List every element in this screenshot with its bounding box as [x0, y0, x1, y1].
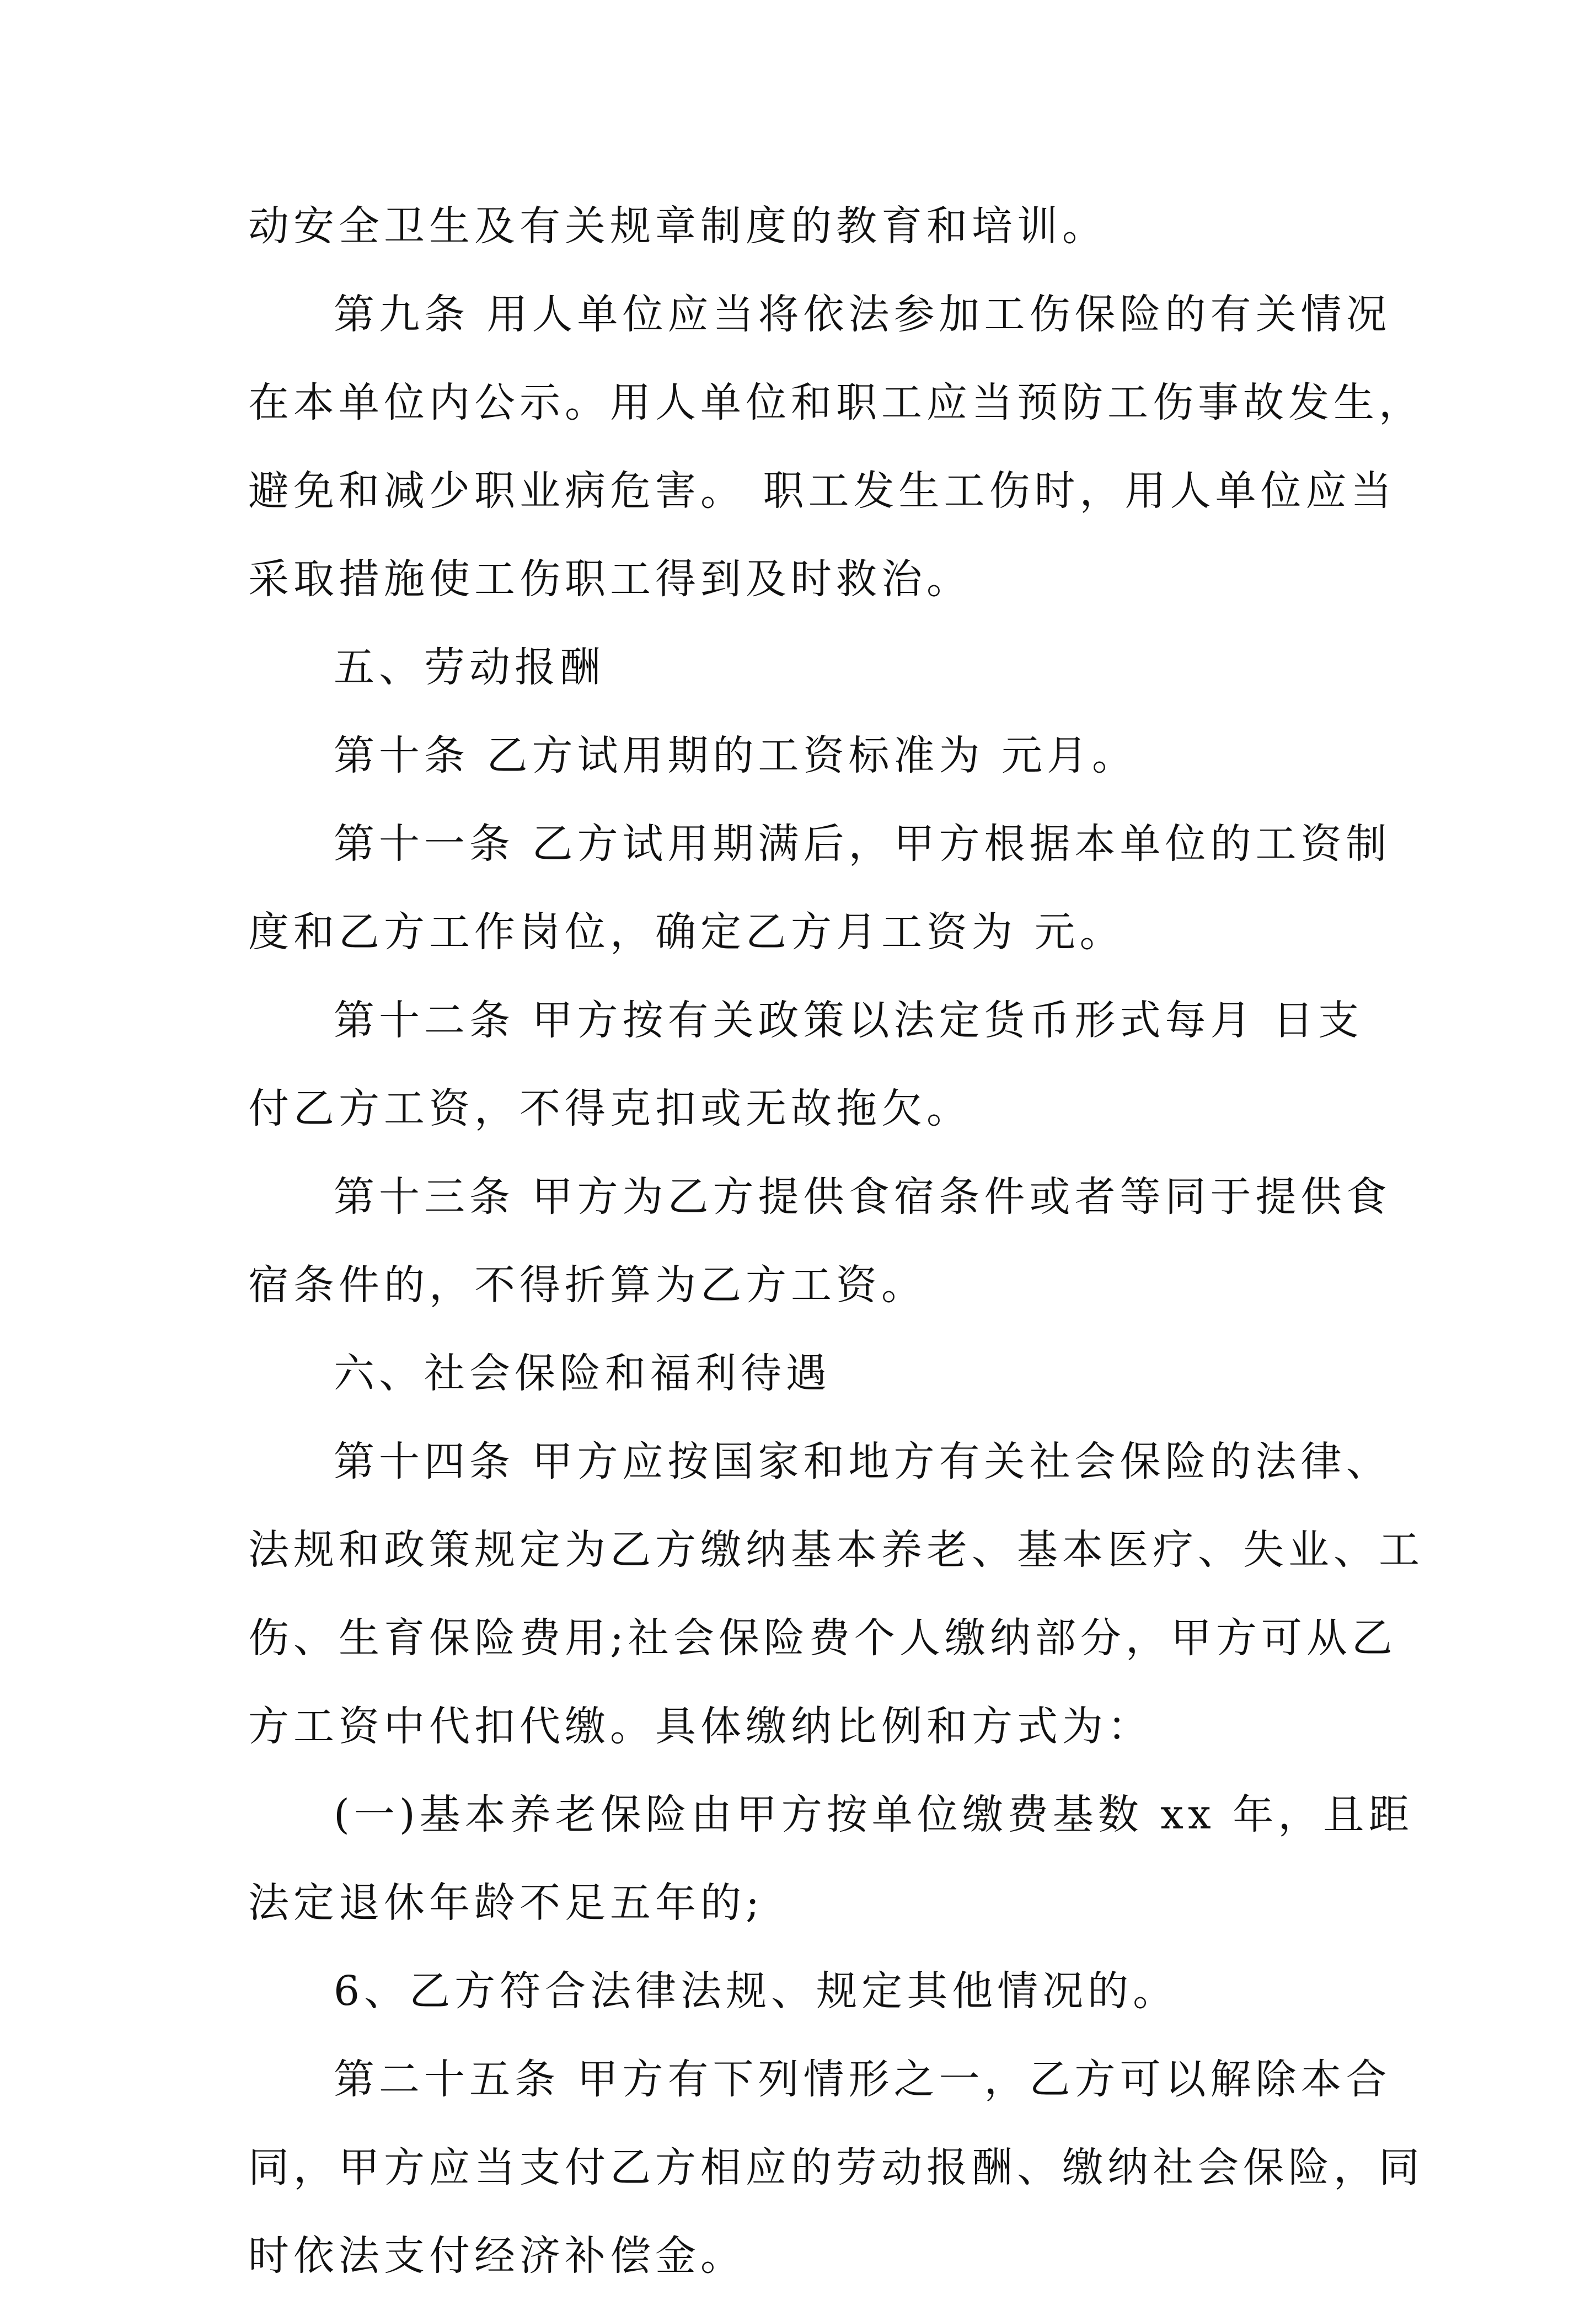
text-line: 第十一条 乙方试用期满后，甲方根据本单位的工资制 — [334, 820, 1391, 868]
document-body — [248, 182, 1424, 2300]
text-line: 宿条件的，不得折算为乙方工资。 — [248, 1261, 926, 1309]
text-line: 同，甲方应当支付乙方相应的劳动报酬、缴纳社会保险，同 — [248, 2144, 1424, 2191]
text-line: 第十四条 甲方应按国家和地方有关社会保险的法律、 — [334, 1438, 1391, 1485]
text-line: 动安全卫生及有关规章制度的教育和培训。 — [248, 202, 1107, 250]
text-line: 伤、生育保险费用;社会保险费个人缴纳部分，甲方可从乙 — [248, 1614, 1397, 1662]
text-line: 法定退休年龄不足五年的; — [248, 1879, 764, 1927]
text-line: 第十三条 甲方为乙方提供食宿条件或者等同于提供食 — [334, 1173, 1391, 1221]
section-heading: 六、社会保险和福利待遇 — [334, 1350, 831, 1397]
section-heading: 五、劳动报酬 — [334, 644, 605, 691]
text-line: 第二十五条 甲方有下列情形之一，乙方可以解除本合 — [334, 2056, 1391, 2103]
text-line: 付乙方工资，不得克扣或无故拖欠。 — [248, 1085, 972, 1132]
text-line: 采取措施使工伤职工得到及时救治。 — [248, 555, 972, 603]
text-line: 法规和政策规定为乙方缴纳基本养老、基本医疗、失业、工 — [248, 1526, 1424, 1574]
text-line: 度和乙方工作岗位，确定乙方月工资为 元。 — [248, 908, 1125, 956]
text-line: 第九条 用人单位应当将依法参加工伤保险的有关情况 — [334, 291, 1391, 338]
text-line: 避免和减少职业病危害。 职工发生工伤时，用人单位应当 — [248, 467, 1396, 515]
text-line: 时依法支付经济补偿金。 — [248, 2232, 746, 2280]
text-line: 第十二条 甲方按有关政策以法定货币形式每月 日支 — [334, 997, 1364, 1044]
text-line: 第十条 乙方试用期的工资标准为 元月。 — [334, 732, 1138, 779]
text-line: 6、乙方符合法律法规、规定其他情况的。 — [334, 1967, 1179, 2015]
text-line: 在本单位内公示。用人单位和职工应当预防工伤事故发生， — [248, 379, 1424, 426]
text-line: (一)基本养老保险由甲方按单位缴费基数 xx 年，且距 — [334, 1791, 1414, 1838]
text-line: 方工资中代扣代缴。具体缴纳比例和方式为： — [248, 1703, 1153, 1750]
